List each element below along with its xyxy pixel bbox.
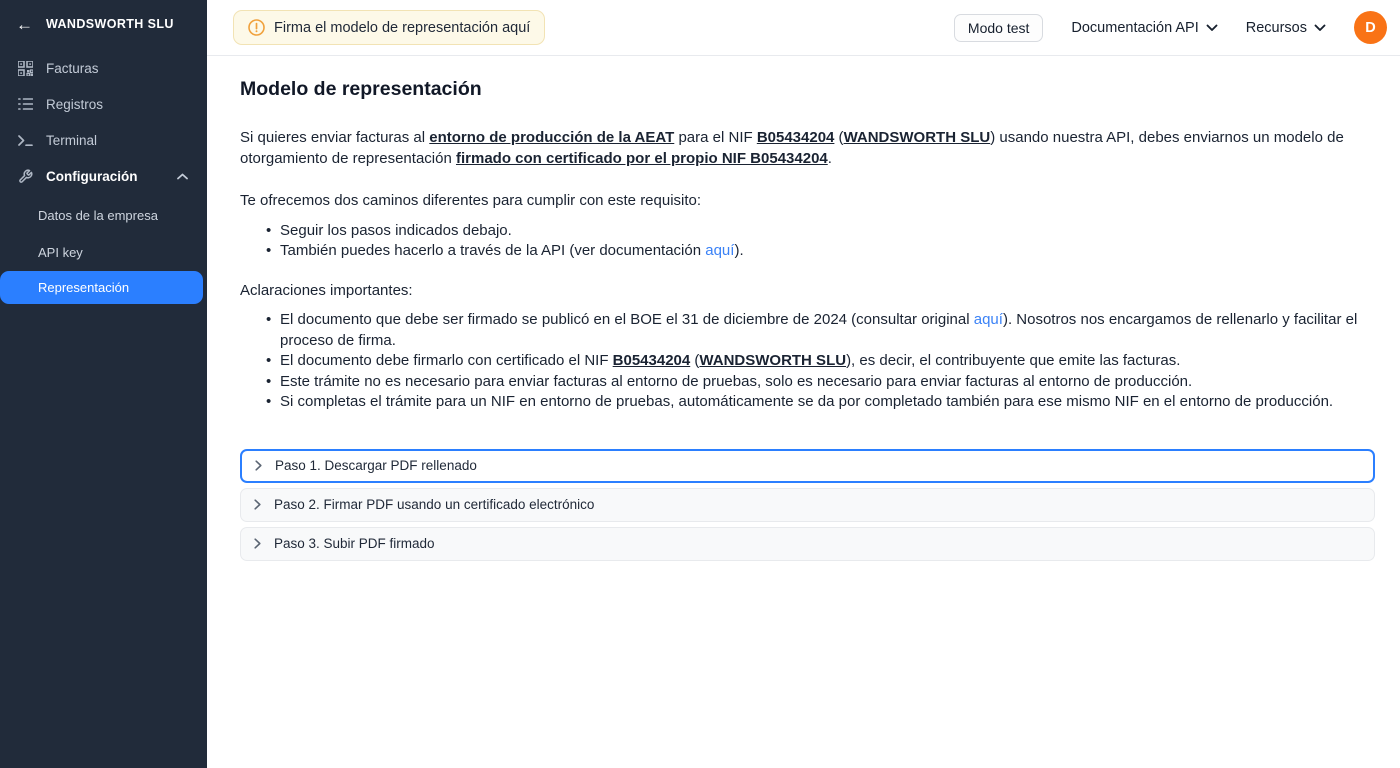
list-item xyxy=(266,221,1375,242)
sidebar-item-facturas[interactable] xyxy=(0,50,207,86)
menu-documentacion-api[interactable] xyxy=(1071,20,1217,36)
user-avatar[interactable]: D xyxy=(1354,11,1387,44)
sidebar-item-label: Facturas xyxy=(46,60,99,76)
text-run: El documento debe firmarlo con certificado el NIF xyxy=(280,352,613,369)
sidebar-nav xyxy=(0,48,207,304)
two-ways-lead: Te ofrecemos dos caminos diferentes para cumplir con este requisito: xyxy=(240,192,702,209)
terminal-icon xyxy=(16,134,34,147)
two-ways-list xyxy=(240,221,1375,262)
chevron-right-icon xyxy=(255,460,262,471)
sidebar-item-api-key[interactable] xyxy=(0,234,207,270)
text-run: ( xyxy=(834,129,844,146)
steps-accordion xyxy=(240,449,1375,561)
chevron-right-icon xyxy=(254,538,261,549)
list-item xyxy=(266,392,1375,413)
step-label: Paso 1. Descargar PDF rellenado xyxy=(275,458,477,473)
nif-value: B05434204 xyxy=(756,129,835,146)
qr-code-icon xyxy=(16,61,34,76)
page-title: Modelo de representación xyxy=(240,78,482,100)
list-item xyxy=(266,241,1375,262)
wrench-icon xyxy=(16,169,34,184)
clarifications-lead: Aclaraciones importantes: xyxy=(240,281,413,299)
chevron-right-icon xyxy=(254,499,261,510)
list-item xyxy=(266,372,1375,393)
sidebar-header xyxy=(0,0,207,48)
ordered-list-icon xyxy=(16,97,34,111)
text-run: para el NIF xyxy=(674,129,757,146)
topbar-right xyxy=(954,11,1387,44)
sidebar-item-representacion[interactable] xyxy=(0,271,203,304)
sidebar-item-datos-empresa[interactable] xyxy=(0,197,207,233)
nif-value: B05434204 xyxy=(612,352,691,369)
arrow-left-icon[interactable]: ← xyxy=(16,14,33,34)
sidebar-subnav xyxy=(0,197,207,304)
main-content xyxy=(207,57,1400,561)
text-run-emphasis: firmado con certificado por el propio NIF B05434204 xyxy=(455,149,828,167)
step-label: Paso 2. Firmar PDF usando un certificado electrónico xyxy=(274,497,595,512)
text-run: ) usando nuestra API, debes enviarnos un modelo de otorgamiento de representación xyxy=(240,129,1344,167)
sidebar-subitem-label: API key xyxy=(38,244,83,260)
sidebar-item-configuracion[interactable] xyxy=(0,158,207,194)
text-run: ). xyxy=(734,242,744,259)
text-run: ), es decir, el contribuyente que emite las facturas. xyxy=(846,352,1181,369)
chevron-down-icon xyxy=(1206,24,1218,32)
company-name: WANDSWORTH SLU xyxy=(46,17,174,31)
text-run: Seguir los pasos indicados debajo. xyxy=(280,221,512,239)
sidebar-item-label: Registros xyxy=(46,96,104,112)
text-run: Si quieres enviar facturas al xyxy=(240,129,430,146)
api-docs-link[interactable]: aquí xyxy=(705,242,735,259)
company-value: WANDSWORTH SLU xyxy=(843,129,991,146)
text-run: Si completas el trámite para un NIF en entorno de pruebas, automáticamente se da por completado también para ese mismo NIF en el entorno de producción. xyxy=(280,393,1334,410)
boe-original-link[interactable]: aquí xyxy=(973,311,1003,328)
sidebar-subitem-label: Datos de la empresa xyxy=(38,207,158,223)
sidebar-item-label: Terminal xyxy=(46,132,98,148)
sidebar-item-label: Configuración xyxy=(46,168,138,184)
text-run: ). Nosotros nos encargamos de rellenarlo y facilitar el proceso de firma. xyxy=(280,311,1358,349)
banner-text: Firma el modelo de representación aquí xyxy=(274,19,531,36)
list-item xyxy=(266,310,1375,351)
text-run-emphasis: entorno de producción de la AEAT xyxy=(429,129,675,146)
alert-circle-icon xyxy=(248,19,265,36)
accordion-step-1[interactable] xyxy=(240,449,1375,483)
sidebar-subitem-label: Representación xyxy=(38,280,130,295)
menu-recursos[interactable] xyxy=(1246,20,1326,36)
list-item xyxy=(266,351,1375,372)
accordion-step-2[interactable] xyxy=(240,488,1375,522)
text-run: El documento que debe ser firmado se publicó en el BOE el 31 de diciembre de 2024 (consultar original xyxy=(280,311,974,328)
accordion-step-3[interactable] xyxy=(240,527,1375,561)
text-run: También puedes hacerlo a través de la API (ver documentación xyxy=(280,242,706,259)
test-mode-button[interactable]: Modo test xyxy=(954,14,1043,42)
text-run: . xyxy=(827,149,832,167)
chevron-down-icon xyxy=(1314,24,1326,32)
menu-label: Documentación API xyxy=(1071,19,1199,36)
company-value: WANDSWORTH SLU xyxy=(699,352,847,369)
menu-label: Recursos xyxy=(1245,19,1307,36)
sidebar-item-registros[interactable] xyxy=(0,86,207,122)
step-label: Paso 3. Subir PDF firmado xyxy=(274,536,435,551)
topbar xyxy=(207,0,1400,56)
text-run: ( xyxy=(690,352,700,369)
sidebar-item-terminal[interactable] xyxy=(0,122,207,158)
text-run: Este trámite no es necesario para enviar facturas al entorno de pruebas, solo es necesario para enviar facturas al entorno de producción. xyxy=(280,372,1193,390)
intro-paragraph xyxy=(240,128,1375,169)
representation-warning-banner[interactable] xyxy=(233,10,545,45)
chevron-up-icon xyxy=(173,173,191,180)
sidebar xyxy=(0,0,207,768)
clarifications-list xyxy=(240,310,1375,413)
